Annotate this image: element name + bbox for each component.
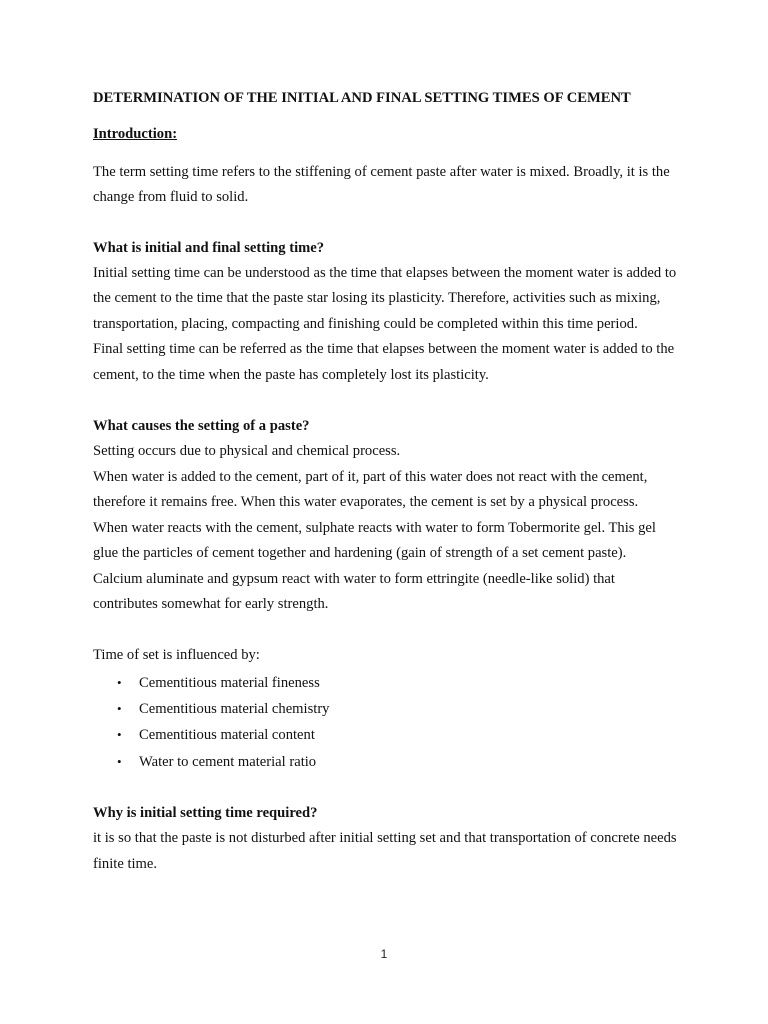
introduction-heading: Introduction:: [93, 126, 178, 143]
list-item: [93, 696, 678, 722]
introduction-paragraph: The term setting time refers to the stiffening of cement paste after water is mixed. Broadly, it is the change from fluid to solid.: [93, 163, 670, 206]
initial-final-heading: What is initial and final setting time?: [93, 239, 325, 256]
causes-heading: What causes the setting of a paste?: [93, 418, 310, 435]
why-initial-paragraph: it is so that the paste is not disturbed after initial setting set and that transportation of concrete needs finite time.: [93, 830, 677, 872]
list-item-text: Cementitious material content: [139, 727, 315, 744]
list-item-text: Cementitious material chemistry: [139, 701, 330, 718]
influence-list: [93, 670, 678, 775]
bullet-icon: •: [117, 674, 122, 690]
document-body: [93, 86, 678, 877]
list-item: [93, 670, 678, 696]
page-number: 1: [380, 947, 388, 961]
why-initial-heading: Why is initial setting time required?: [93, 804, 318, 821]
influence-intro: Time of set is influenced by:: [93, 647, 260, 664]
bullet-icon: •: [117, 701, 122, 717]
initial-setting-paragraph: Initial setting time can be understood as the time that elapses between the moment water is added to the cement to the time that the paste star losing its plasticity. Therefore, activities such as mixing, transportation, placing, compacting and finishing could be completed within this time period.: [93, 265, 677, 332]
list-item-text: Water to cement material ratio: [139, 753, 317, 770]
list-item-text: Cementitious material fineness: [139, 674, 320, 691]
document-title: DETERMINATION OF THE INITIAL AND FINAL SETTING TIMES OF CEMENT: [93, 90, 631, 106]
bullet-icon: •: [117, 753, 122, 769]
list-item: [93, 722, 678, 748]
causes-paragraph-2: When water is added to the cement, part of it, part of this water does not react with the cement, therefore it remains free. When this water evaporates, the cement is set by a physical process.: [93, 468, 648, 511]
bullet-icon: •: [117, 727, 122, 743]
final-setting-paragraph: Final setting time can be referred as the time that elapses between the moment water is added to the cement, to the time when the paste has completely lost its plasticity.: [93, 341, 675, 383]
list-item: [93, 749, 678, 775]
causes-paragraph-3: When water reacts with the cement, sulphate reacts with water to form Tobermorite gel. This gel glue the particles of cement together and hardening (gain of strength of a set cement paste). Calcium aluminate and gypsum react with water to form ettringite (needle-like solid) that contributes somewhat for early strength.: [93, 519, 656, 612]
causes-paragraph-1: Setting occurs due to physical and chemical process.: [93, 443, 401, 460]
